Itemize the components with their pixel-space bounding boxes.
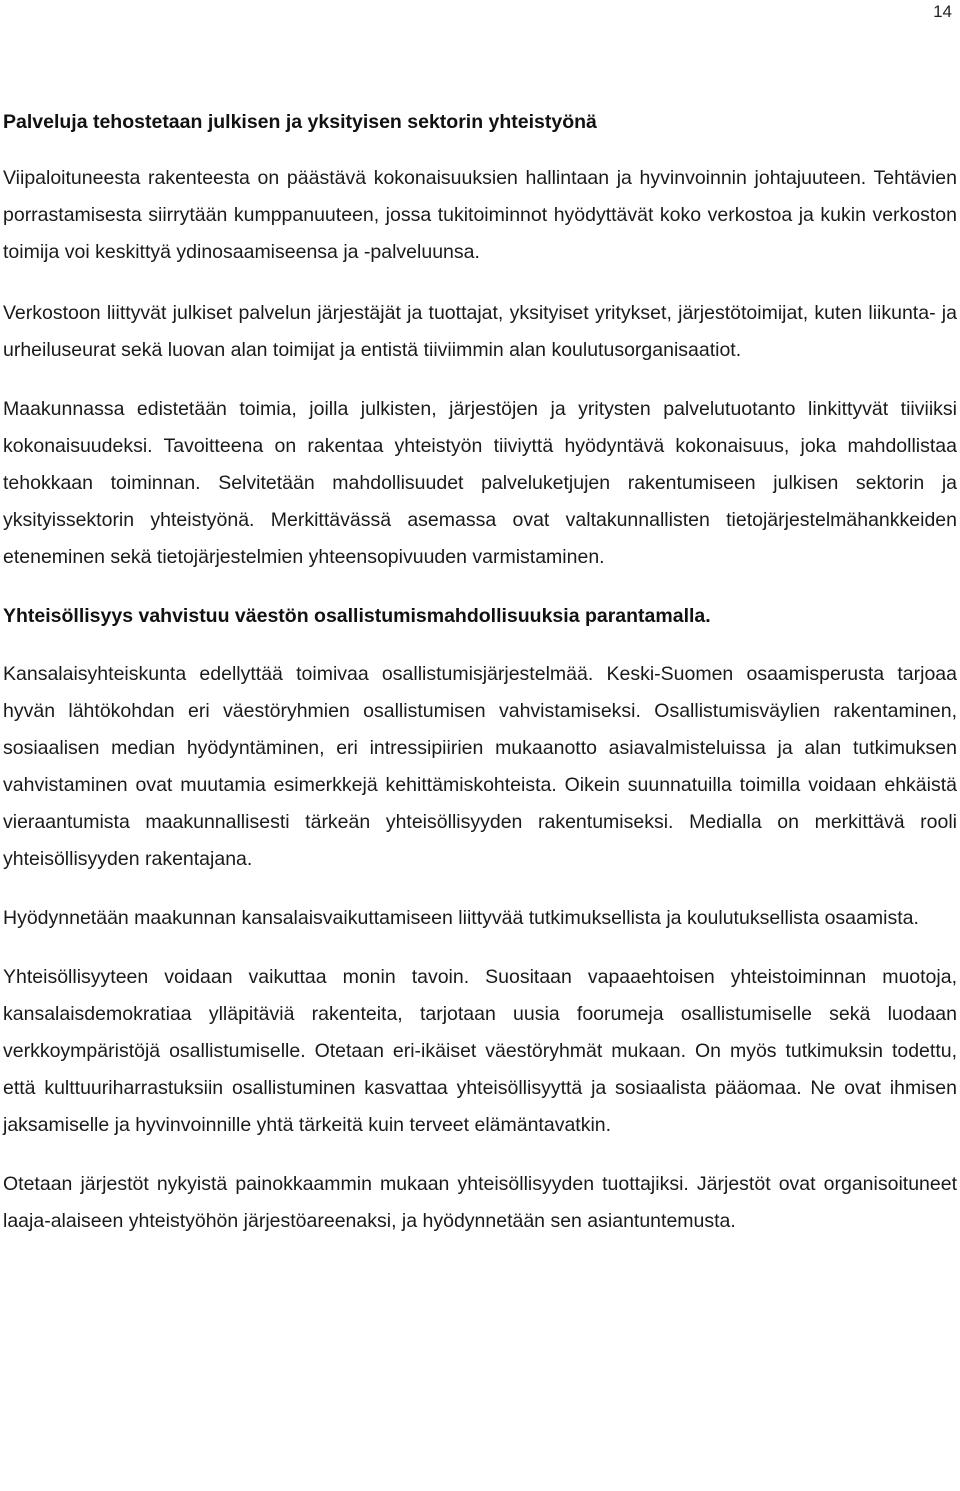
paragraph: Yhteisöllisyyteen voidaan vaikuttaa monin tavoin. Suositaan vapaaehtoisen yhteistoiminnan muotoja, kansalaisdemokratiaa ylläpitäviä rakenteita, tarjotaan uusia foorumeja osallistumiselle sekä luodaan verkkoympäristöjä osallistumiselle. Otetaan eri-ikäiset väestöryhmät mukaan. On myös tutkimuksin todettu, että kulttuuriharrastuksiin osallistuminen kasvattaa yhteisöllisyyttä ja sosiaalista pääomaa. Ne ovat ihmisen jaksamiselle ja hyvinvoinnille yhtä tärkeitä kuin terveet elämäntavatkin. <box>3 966 957 1136</box>
section-heading: Yhteisöllisyys vahvistuu väestön osallistumismahdollisuuksia parantamalla. <box>3 605 711 627</box>
paragraph: Maakunnassa edistetään toimia, joilla julkisten, järjestöjen ja yritysten palvelutuotanto linkittyvät tiiviiksi kokonaisuudeksi. Tavoitteena on rakentaa yhteistyön tiiviyttä hyödyntävä kokonaisuus, joka mahdollistaa tehokkaan toiminnan. Selvitetään mahdollisuudet palveluketjujen rakentumiseen julkisen sektorin ja yksityissektorin yhteistyönä. Merkittävässä asemassa ovat valtakunnallisten tietojärjestelmähankkeiden eteneminen sekä tietojärjestelmien yhteensopivuuden varmistaminen. <box>3 398 957 568</box>
document-body <box>3 104 957 1260</box>
paragraph: Kansalaisyhteiskunta edellyttää toimivaa osallistumisjärjestelmää. Keski-Suomen osaamisperusta tarjoaa hyvän lähtökohdan eri väestöryhmien osallistumisen vahvistamiseksi. Osallistumisväylien rakentaminen, sosiaalisen median hyödyntäminen, eri intressipiirien mukaanotto asiavalmisteluissa ja alan tutkimuksen vahvistaminen ovat muutamia esimerkkejä kehittämiskohteista. Oikein suunnatuilla toimilla voidaan ehkäistä vieraantumista maakunnallisesti tärkeän yhteisöllisyyden rakentumiseksi. Medialla on merkittävä rooli yhteisöllisyyden rakentajana. <box>3 663 957 870</box>
paragraph: Otetaan järjestöt nykyistä painokkaammin mukaan yhteisöllisyyden tuottajiksi. Järjestöt ovat organisoituneet laaja-alaiseen yhteistyöhön järjestöareenaksi, ja hyödynnetään sen asiantuntemusta. <box>3 1173 957 1232</box>
paragraph: Verkostoon liittyvät julkiset palvelun järjestäjät ja tuottajat, yksityiset yritykset, järjestötoimijat, kuten liikunta- ja urheiluseurat sekä luovan alan toimijat ja entistä tiiviimmin alan koulutusorganisaatiot. <box>3 302 957 361</box>
paragraph: Viipaloituneesta rakenteesta on päästävä kokonaisuuksien hallintaan ja hyvinvoinnin johtajuuteen. Tehtävien porrastamisesta siirrytään kumppanuuteen, jossa tukitoiminnot hyödyttävät koko verkostoa ja kukin verkoston toimija voi keskittyä ydinosaamiseensa ja -palveluunsa. <box>3 167 957 263</box>
paragraph: Hyödynnetään maakunnan kansalaisvaikuttamiseen liittyvää tutkimuksellista ja koulutuksellista osaamista. <box>3 907 919 929</box>
page-number: 14 <box>933 2 952 21</box>
section-heading: Palveluja tehostetaan julkisen ja yksityisen sektorin yhteistyönä <box>3 111 597 133</box>
